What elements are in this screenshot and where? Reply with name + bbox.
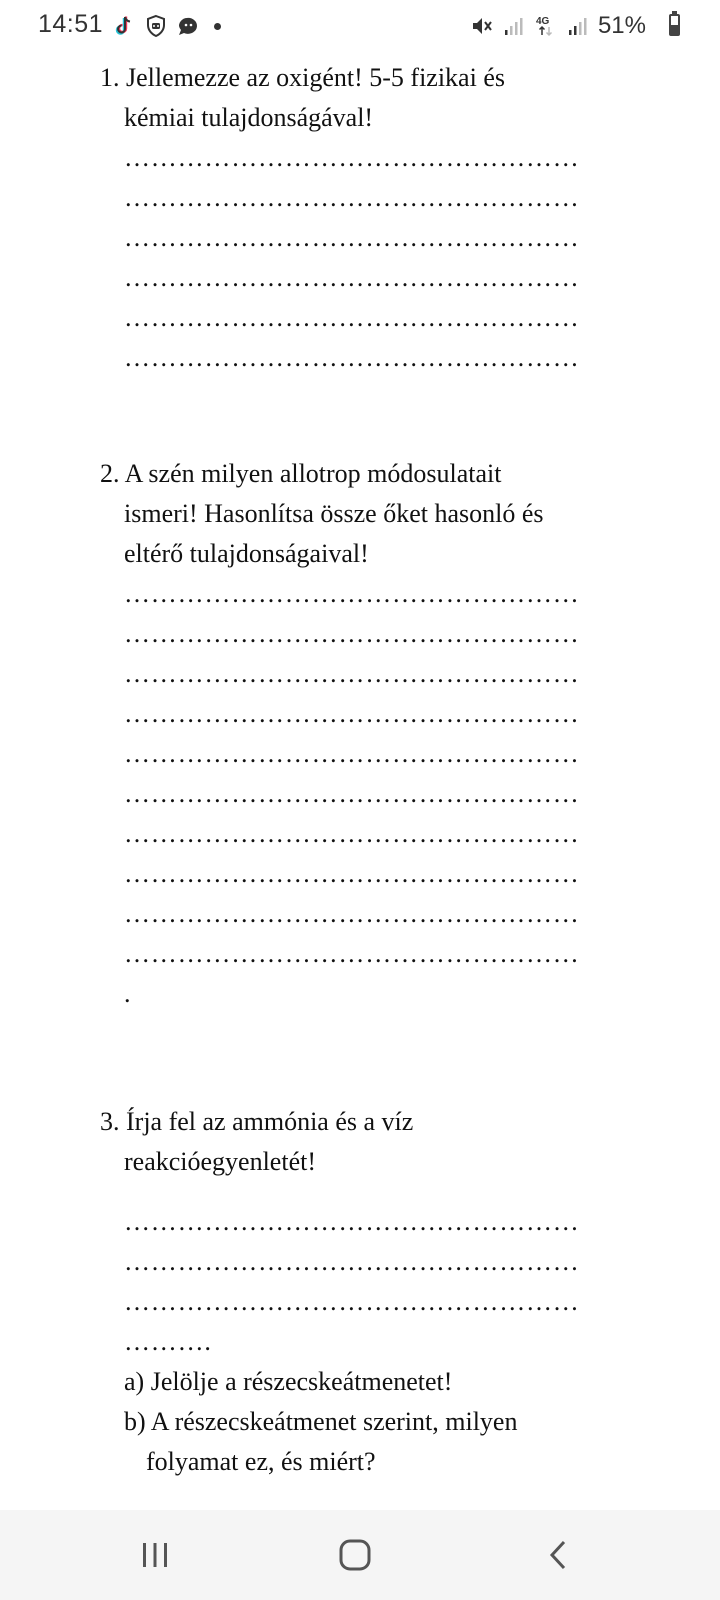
answer-line: …………………………………………… (124, 1247, 580, 1276)
answer-line: …………………………………………… (124, 143, 580, 172)
status-bar (0, 0, 720, 52)
battery-percent: 51% (597, 12, 646, 39)
answer-line: …………………………………………… (124, 263, 580, 292)
question-1-line-2: kémiai tulajdonságával! (124, 103, 374, 132)
signal-icon (566, 14, 590, 38)
home-icon (337, 1537, 373, 1573)
home-button[interactable] (332, 1532, 378, 1578)
answer-line-end: . (124, 979, 132, 1008)
answer-line-end: ………. (124, 1327, 212, 1356)
sub-question-b-line-2: folyamat ez, és miért? (146, 1447, 376, 1476)
document-page (0, 54, 720, 1510)
question-3 (100, 1102, 640, 1482)
question-3-line-2: reakcióegyenletét! (124, 1147, 316, 1176)
answer-line: …………………………………………… (124, 223, 580, 252)
answer-line: …………………………………………… (124, 343, 580, 372)
answer-line: …………………………………………… (124, 779, 580, 808)
question-2-line-2: ismeri! Hasonlítsa össze őket hasonló és (124, 499, 544, 528)
answer-line: …………………………………………… (124, 303, 580, 332)
signal-weak-icon (502, 14, 526, 38)
shield-app-icon (144, 14, 168, 38)
mute-icon (470, 14, 494, 38)
notification-dot-icon (214, 23, 221, 30)
notification-icons (112, 14, 221, 38)
4g-data-icon (534, 14, 558, 38)
answer-line: …………………………………………… (124, 739, 580, 768)
chat-bubble-icon (176, 14, 200, 38)
answer-line: …………………………………………… (124, 939, 580, 968)
question-1-line-1: 1. Jellemezze az oxigént! 5-5 fizikai és (100, 63, 505, 92)
battery-icon (669, 14, 680, 36)
answer-line: …………………………………………… (124, 819, 580, 848)
answer-line: …………………………………………… (124, 579, 580, 608)
back-icon (542, 1538, 576, 1572)
navigation-bar (0, 1510, 720, 1600)
tiktok-icon (112, 14, 136, 38)
answer-line: …………………………………………… (124, 619, 580, 648)
question-2 (100, 454, 640, 1014)
question-2-line-1: 2. A szén milyen allotrop módosulatait (100, 459, 502, 488)
answer-line: …………………………………………… (124, 1207, 580, 1236)
back-button[interactable] (536, 1532, 582, 1578)
question-1 (100, 58, 640, 378)
answer-line: …………………………………………… (124, 1287, 580, 1316)
recent-apps-button[interactable] (132, 1532, 178, 1578)
answer-line: …………………………………………… (124, 183, 580, 212)
answer-line: …………………………………………… (124, 859, 580, 888)
question-2-line-3: eltérő tulajdonságaival! (124, 539, 369, 568)
recent-apps-icon (138, 1538, 172, 1572)
svg-text:4G: 4G (535, 16, 550, 27)
answer-line: …………………………………………… (124, 659, 580, 688)
status-time: 14:51 (38, 10, 104, 38)
question-3-line-1: 3. Írja fel az ammónia és a víz (100, 1107, 414, 1136)
battery-fill (671, 25, 678, 34)
answer-line: …………………………………………… (124, 899, 580, 928)
system-icons (470, 12, 670, 40)
answer-line: …………………………………………… (124, 699, 580, 728)
sub-question-b-line-1: b) A részecskeátmenet szerint, milyen (124, 1407, 518, 1436)
spacer (100, 1182, 640, 1202)
sub-question-a: a) Jelölje a részecskeátmenetet! (124, 1367, 453, 1396)
